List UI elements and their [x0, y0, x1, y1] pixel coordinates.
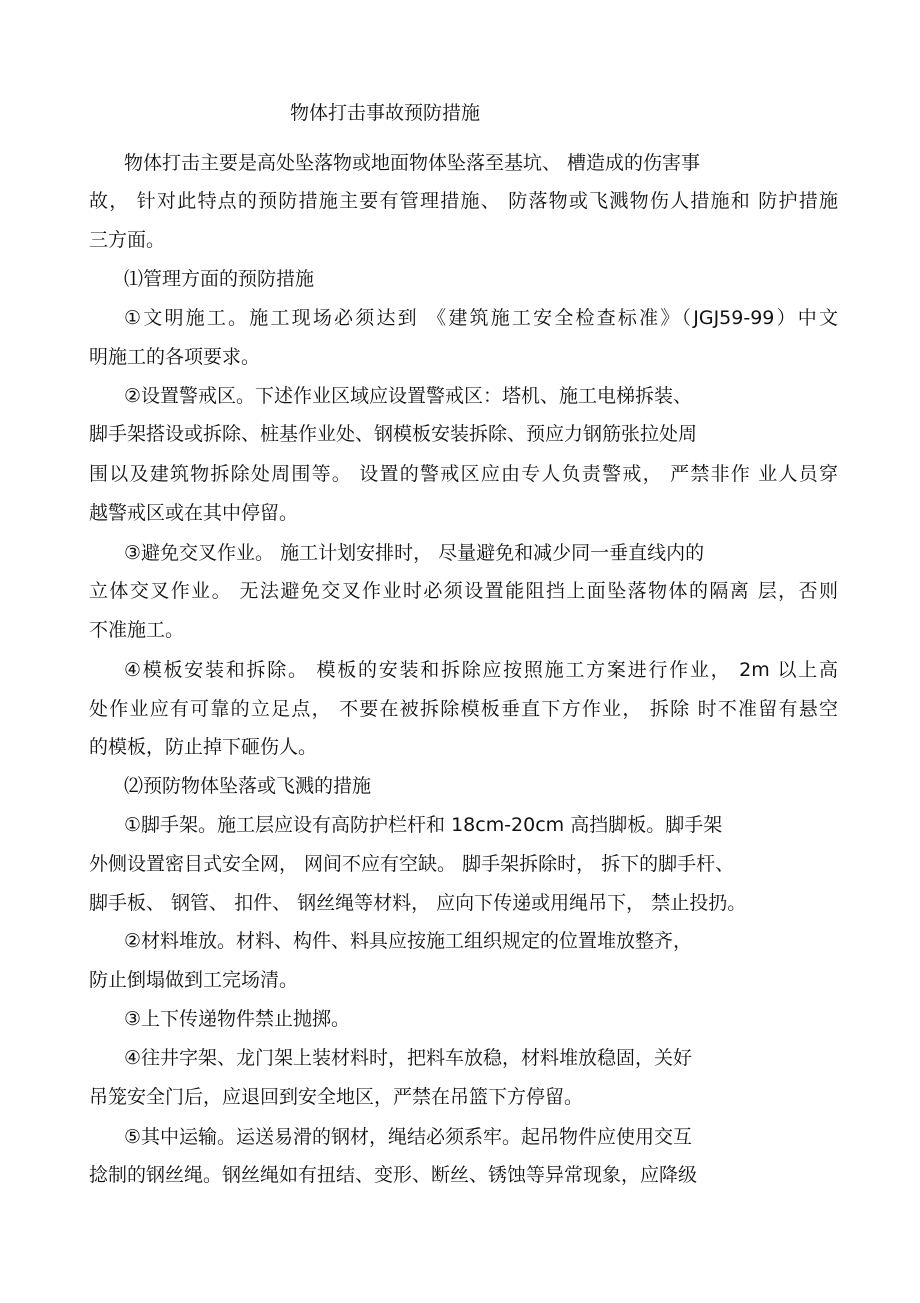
text-line: 吊笼安全门后，应退回到安全地区，严禁在吊篮下方停留。: [89, 1086, 584, 1108]
section-heading: ⑴管理方面的预防措施: [124, 268, 315, 290]
section-heading: ⑵预防物体坠落或飞溅的措施: [124, 775, 372, 797]
text-line: 故， 针对此特点的预防措施主要有管理措施、 防落物或飞溅物伤人措施和 防护措施: [89, 190, 838, 212]
text-line: ②材料堆放。材料、构件、料具应按施工组织规定的位置堆放整齐，: [124, 930, 693, 952]
text-line: 的模板，防止掉下砸伤人。: [89, 736, 318, 758]
text-line: 立体交叉作业。 无法避免交叉作业时必须设置能阻挡上面坠落物体的隔离 层，否则: [89, 580, 838, 602]
text-line: ②设置警戒区。下述作业区域应设置警戒区：塔机、施工电梯拆装、: [124, 385, 693, 407]
text-line: 捻制的钢丝绳。钢丝绳如有扭结、变形、断丝、锈蚀等异常现象，应降级: [89, 1164, 698, 1186]
text-line: 不准施工。: [89, 619, 185, 641]
text-line: 三方面。: [89, 229, 166, 251]
text-line: 围以及建筑物拆除处周围等。 设置的警戒区应由专人负责警戒， 严禁非作 业人员穿: [89, 463, 838, 485]
text-line: 脚手板、 钢管、 扣件、 钢丝绳等材料， 应向下传递或用绳吊下， 禁止投扔。: [89, 892, 747, 914]
text-line: ④往井字架、龙门架上装材料时，把料车放稳，材料堆放稳固，关好: [124, 1047, 693, 1069]
text-line: 物体打击主要是高处坠落物或地面物体坠落至基坑、 槽造成的伤害事: [124, 152, 701, 174]
text-line: ③避免交叉作业。 施工计划安排时， 尽量避免和减少同一垂直线内的: [124, 542, 705, 564]
text-line: ④模板安装和拆除。 模板的安装和拆除应按照施工方案进行作业， 2m 以上高: [124, 659, 838, 681]
text-line: ⑤其中运输。运送易滑的钢材，绳结必须系牢。起吊物件应使用交互: [124, 1126, 693, 1148]
text-line: 防止倒塌做到工完场清。: [89, 969, 299, 991]
text-line: 外侧设置密目式安全网， 网间不应有空缺。 脚手架拆除时， 拆下的脚手杆、: [89, 853, 735, 875]
text-line: 脚手架搭设或拆除、桩基作业处、钢模板安装拆除、预应力钢筋张拉处周: [89, 423, 698, 445]
text-line: 处作业应有可靠的立足点， 不要在被拆除模板垂直下方作业， 拆除 时不准留有悬空: [89, 698, 838, 720]
text-line: ①文明施工。施工现场必须达到 《建筑施工安全检查标准》（JGJ59-99）中文: [124, 307, 838, 329]
text-line: 明施工的各项要求。: [89, 346, 261, 368]
text-line: 越警戒区或在其中停留。: [89, 502, 299, 524]
document-title: 物体打击事故预防措施: [290, 102, 481, 124]
text-line: ③上下传递物件禁止抛掷。: [124, 1008, 351, 1030]
text-line: ①脚手架。施工层应设有高防护栏杆和 18cm-20cm 高挡脚板。脚手架: [124, 814, 723, 836]
